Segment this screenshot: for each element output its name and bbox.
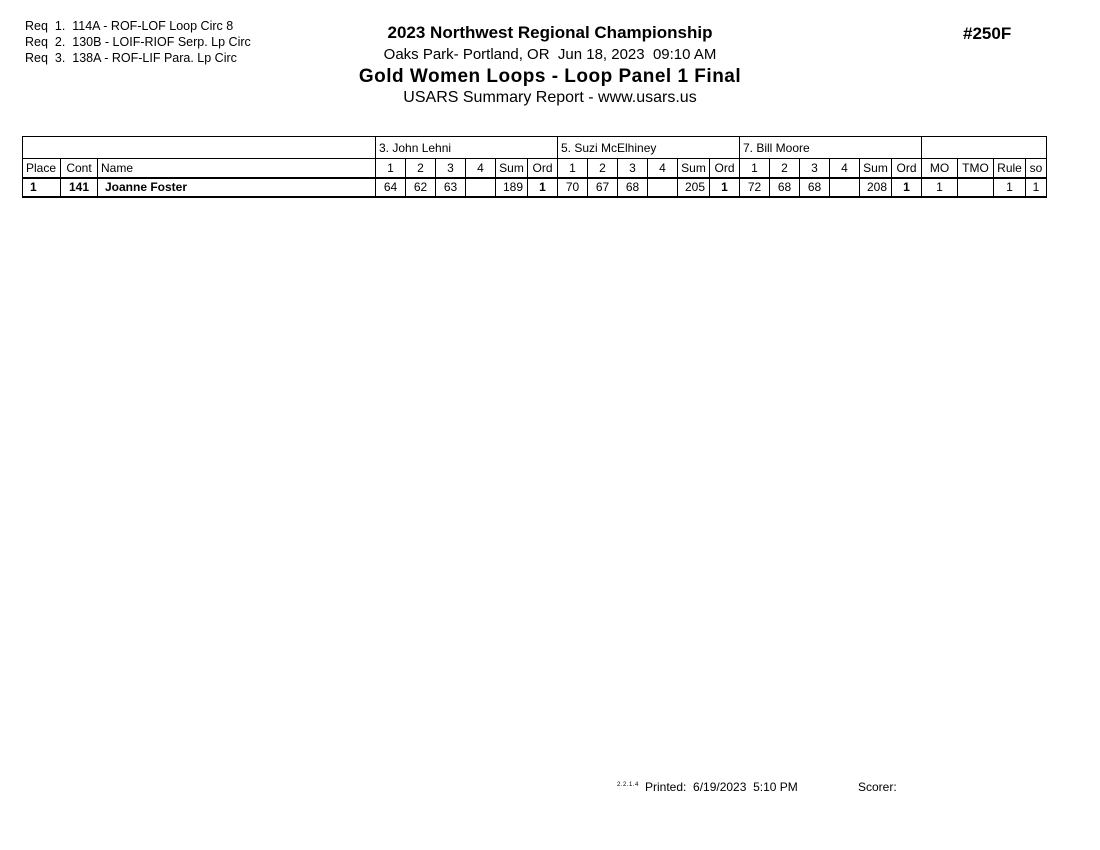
mo-cell: 1 (922, 178, 958, 197)
score-cell: 64 (376, 178, 406, 197)
trial4-header: 4 (830, 159, 860, 178)
place-cell: 1 (23, 178, 61, 197)
sum-header: Sum (678, 159, 710, 178)
ordinal-cell: 1 (710, 178, 740, 197)
trial4-header: 4 (648, 159, 678, 178)
requirement-line: Req 3. 138A - ROF-LIF Para. Lp Circ (25, 51, 237, 65)
score-cell: 63 (436, 178, 466, 197)
event-title: 2023 Northwest Regional Championship (387, 23, 713, 42)
rule-header: Rule (994, 159, 1026, 178)
score-cell (648, 178, 678, 197)
trial3-header: 3 (618, 159, 648, 178)
trial3-header: 3 (800, 159, 830, 178)
column-header-row (23, 159, 1047, 178)
sum-cell: 205 (678, 178, 710, 197)
title-block (0, 21, 1100, 107)
score-cell (466, 178, 496, 197)
ord-header: Ord (892, 159, 922, 178)
tmo-cell (958, 178, 994, 197)
venue-date-line: Oaks Park- Portland, OR Jun 18, 2023 09:10 AM (383, 46, 717, 63)
sum-header: Sum (496, 159, 528, 178)
sum-header: Sum (860, 159, 892, 178)
trial3-header: 3 (436, 159, 466, 178)
division-title: Gold Women Loops - Loop Panel 1 Final (358, 66, 742, 87)
report-type-line: USARS Summary Report - www.usars.us (403, 89, 697, 106)
sum-cell: 189 (496, 178, 528, 197)
name-header: Name (98, 159, 376, 178)
trial1-header: 1 (376, 159, 406, 178)
skater-name-cell: Joanne Foster (98, 178, 376, 197)
requirement-line: Req 1. 114A - ROF-LOF Loop Circ 8 (25, 19, 234, 33)
score-cell (830, 178, 860, 197)
judge-name-cell: 7. Bill Moore (740, 137, 922, 159)
results-table (22, 136, 1047, 198)
score-cell: 68 (618, 178, 648, 197)
judge-name-cell: 3. John Lehni (376, 137, 558, 159)
judge-row-spacer-right (922, 137, 1047, 159)
printed-timestamp: Printed: 6/19/2023 5:10 PM (645, 780, 798, 794)
score-cell: 68 (770, 178, 800, 197)
score-cell: 70 (558, 178, 588, 197)
tmo-header: TMO (958, 159, 994, 178)
trial4-header: 4 (466, 159, 496, 178)
trial1-header: 1 (558, 159, 588, 178)
cont-header: Cont (61, 159, 98, 178)
judge-row-spacer-left (23, 137, 376, 159)
contestant-number-cell: 141 (61, 178, 98, 197)
score-cell: 62 (406, 178, 436, 197)
requirement-line: Req 2. 130B - LOIF-RIOF Serp. Lp Circ (25, 35, 251, 49)
score-cell: 67 (588, 178, 618, 197)
place-header: Place (23, 159, 61, 178)
software-version: 2.2.1.4 (617, 782, 639, 788)
score-cell: 72 (740, 178, 770, 197)
ordinal-cell: 1 (892, 178, 922, 197)
so-header: so (1026, 159, 1047, 178)
trial2-header: 2 (406, 159, 436, 178)
judge-name-cell: 5. Suzi McElhiney (558, 137, 740, 159)
trial1-header: 1 (740, 159, 770, 178)
so-cell: 1 (1026, 178, 1047, 197)
mo-header: MO (922, 159, 958, 178)
ordinal-cell: 1 (528, 178, 558, 197)
sum-cell: 208 (860, 178, 892, 197)
score-cell: 68 (800, 178, 830, 197)
ord-header: Ord (710, 159, 740, 178)
trial2-header: 2 (588, 159, 618, 178)
report-number: #250F (963, 24, 1012, 43)
ord-header: Ord (528, 159, 558, 178)
rule-cell: 1 (994, 178, 1026, 197)
trial2-header: 2 (770, 159, 800, 178)
scorer-label: Scorer: (858, 780, 897, 794)
judge-header-row (23, 137, 1047, 159)
result-row (23, 178, 1047, 197)
